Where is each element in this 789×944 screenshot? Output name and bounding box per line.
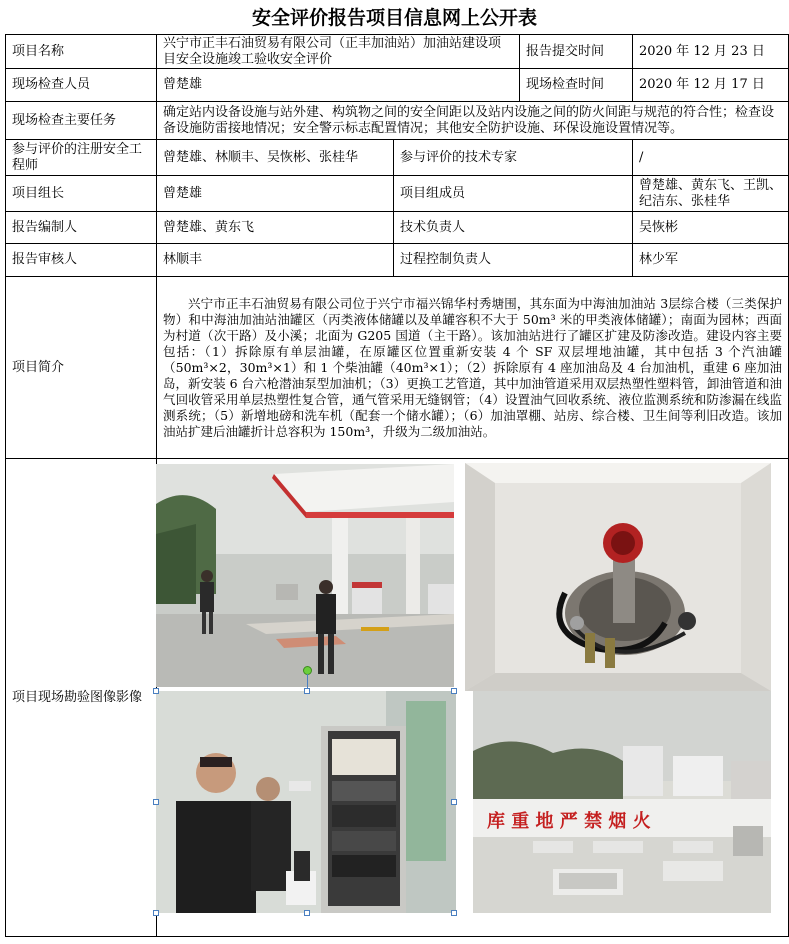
photo-control-cabinet[interactable] [156, 691, 456, 913]
intro-value: 兴宁市正丰石油贸易有限公司位于兴宁市福兴锦华村秀塘围，其东面为中海油加油站 3层综合楼（三类保护物）和中海油加油站油罐区（丙类液体储罐以及单罐容积不大于 50m³ 米的甲类液体储罐）；南面为园林；西面为村道（次干路）及小溪；北面为 G205 国道（主干路）。该加油站进行了罐区扩建及防渗改造。建设内容主要包括：（1）拆除原有单层油罐，在原罐区位置重新安装 4 个 SF 双层埋地油罐，其中包括 3 个汽油罐（50m³×2，30m³×1）和 1 个柴油罐（40m³×1）；（2）拆除原有 4 座加油岛及 4 台加油机，重建 6 座加油岛，新安装 6 台六枪潜油泵型加油机；（3）更换工艺管道，其中加油管道采用双层热塑性塑料管，卸油管道和油气回收管采用单层热塑性复合管，通气管采用无缝钢管；（4）设置油气回收系统、液位监测系统和防渗漏在线监测系统；（5）新增地磅和洗车机（配套一个储水罐）；（6）加油罩棚、站房、综合楼、卫生间等利旧改造。该加油站扩建后油罐折计总容积为 150m³，升级为二级加油站。 [157, 277, 789, 459]
photo-control-cabinet-image [156, 691, 456, 913]
author-label: 报告编制人 [6, 212, 157, 244]
page-title: 安全评价报告项目信息网上公开表 [251, 7, 537, 29]
submit-time-value: 2020 年 12 月 23 日 [633, 35, 789, 69]
photo-tank-manhole[interactable] [465, 463, 771, 691]
rotate-connector [307, 674, 308, 689]
tech-lead-label: 技术负责人 [394, 212, 633, 244]
submit-time-label: 报告提交时间 [520, 35, 633, 69]
leader-label: 项目组长 [6, 176, 157, 212]
engineers-value: 曾楚雄、林顺丰、吴恢彬、张桂华 [157, 140, 394, 176]
photo-station-canopy[interactable] [156, 464, 454, 687]
resize-handle-ne[interactable] [451, 688, 457, 694]
process-control-label: 过程控制负责人 [394, 244, 633, 277]
experts-value: / [633, 140, 789, 176]
inspector-label: 现场检查人员 [6, 69, 157, 102]
resize-handle-sw[interactable] [153, 910, 159, 916]
members-label: 项目组成员 [394, 176, 633, 212]
photos-label: 项目现场勘验图像影像 [6, 459, 157, 937]
process-control-value: 林少军 [633, 244, 789, 277]
photo-tank-manhole-image [465, 463, 771, 691]
intro-label: 项目简介 [6, 277, 157, 459]
resize-handle-se[interactable] [451, 910, 457, 916]
inspect-time-value: 2020 年 12 月 17 日 [633, 69, 789, 102]
author-value: 曾楚雄、黄东飞 [157, 212, 394, 244]
warning-sign-text: 库 重 地 严 禁 烟 火 [487, 811, 651, 832]
task-value: 确定站内设备设施与站外建、构筑物之间的安全间距以及站内设施之间的防火间距与规范的符合性；检查设备设施防雷接地情况；安全警示标志配置情况；其他安全防护设施、环保设施设置情况等。 [157, 102, 789, 140]
reviewer-value: 林顺丰 [157, 244, 394, 277]
photos-cell [157, 459, 789, 937]
leader-value: 曾楚雄 [157, 176, 394, 212]
engineers-label: 参与评价的注册安全工程师 [6, 140, 157, 176]
photo-station-canopy-image [156, 464, 454, 687]
members-value: 曾楚雄、黄东飞、王凯、纪洁东、张桂华 [633, 176, 789, 212]
reviewer-label: 报告审核人 [6, 244, 157, 277]
tech-lead-value: 吴恢彬 [633, 212, 789, 244]
info-table [5, 34, 789, 937]
experts-label: 参与评价的技术专家 [394, 140, 633, 176]
resize-handle-nw[interactable] [153, 688, 159, 694]
photo-tank-farm-image [473, 691, 771, 913]
inspect-time-label: 现场检查时间 [520, 69, 633, 102]
project-name-label: 项目名称 [6, 35, 157, 69]
resize-handle-w[interactable] [153, 799, 159, 805]
project-name-value: 兴宁市正丰石油贸易有限公司（正丰加油站）加油站建设项目安全设施竣工验收安全评价 [157, 35, 520, 69]
task-label: 现场检查主要任务 [6, 102, 157, 140]
resize-handle-s[interactable] [304, 910, 310, 916]
resize-handle-e[interactable] [451, 799, 457, 805]
inspector-value: 曾楚雄 [157, 69, 520, 102]
photo-tank-farm[interactable] [473, 691, 771, 913]
